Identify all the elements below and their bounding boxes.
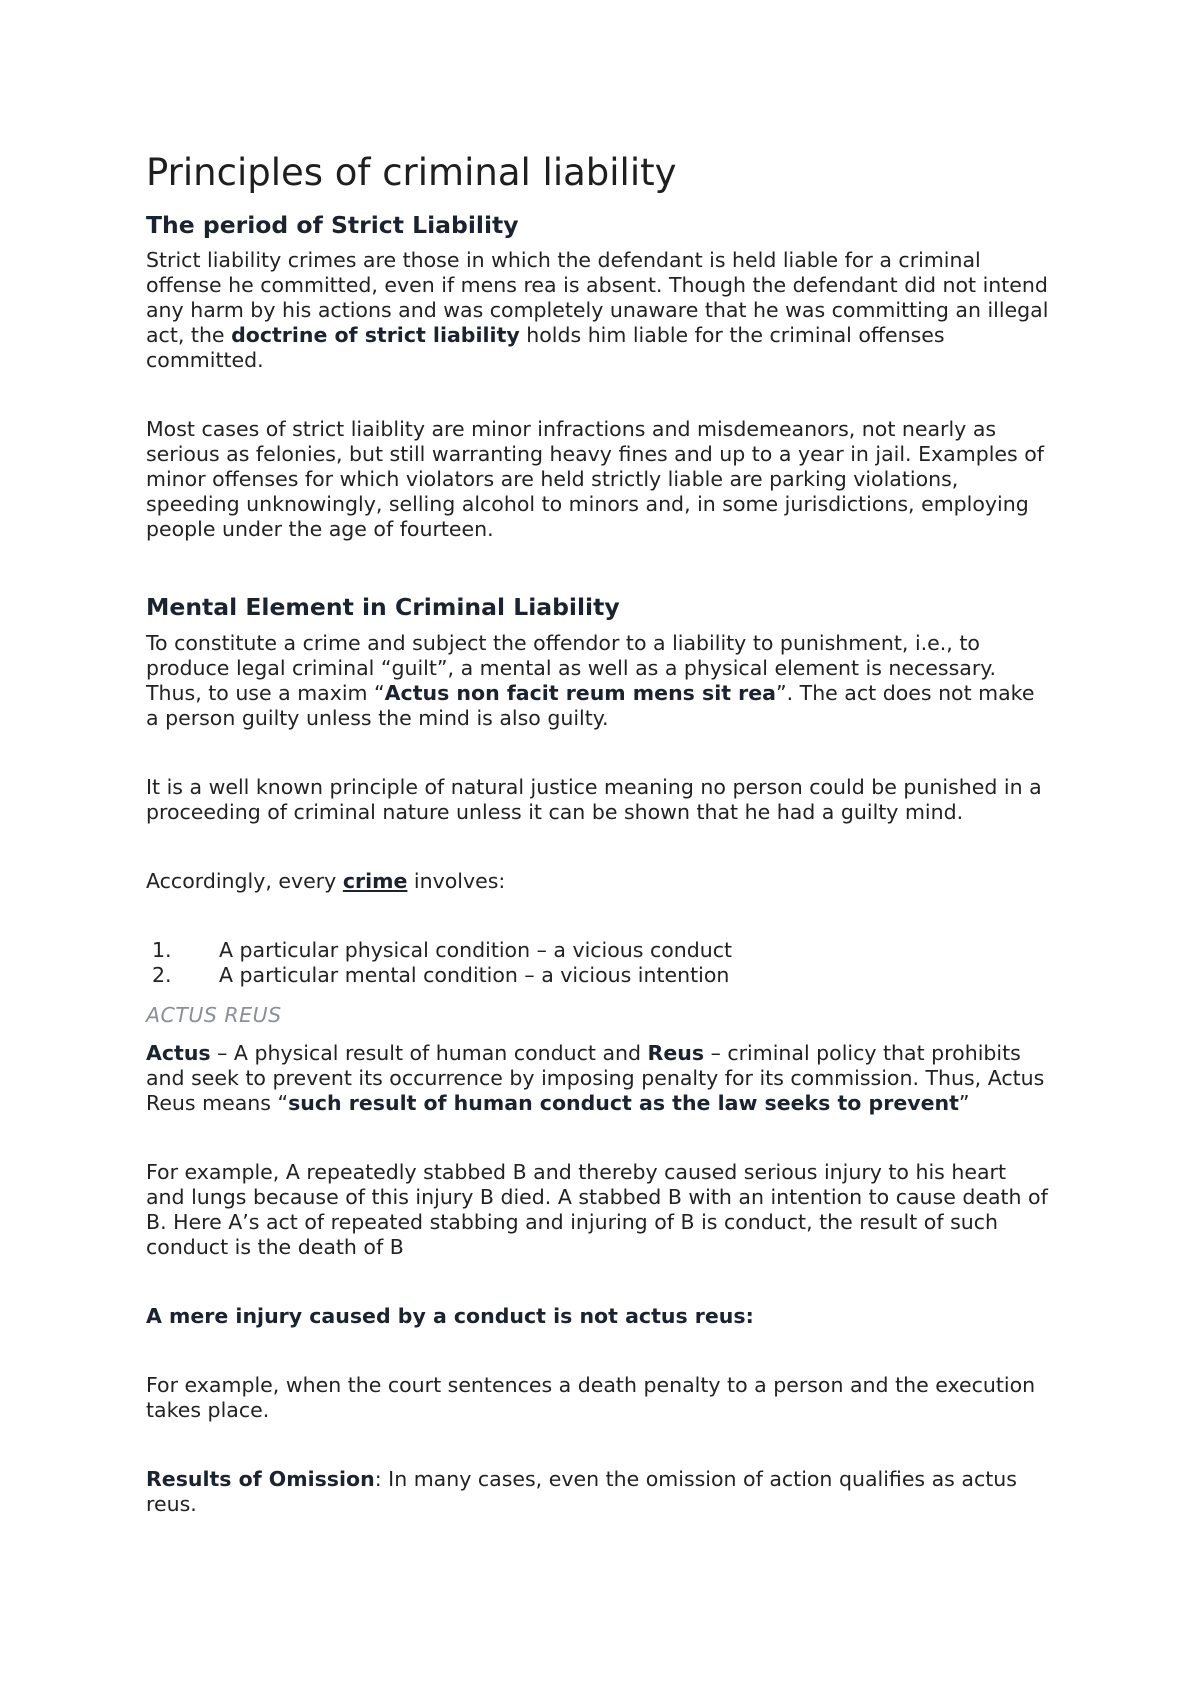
crime-link[interactable]: crime <box>342 868 408 893</box>
list-number: 1. <box>152 937 172 962</box>
bold-term: Actus <box>146 1040 211 1065</box>
text-run: To constitute a crime and subject the offendor to a liability to punishment, i.e., to produce legal criminal “guilt”, a mental as well as a physical element is necessary. Thus, to use a maxim “ <box>146 630 996 705</box>
list-item-text: A particular mental condition – a vicious intention <box>219 962 730 987</box>
paragraph-death-penalty-example: For example, when the court sentences a death penalty to a person and the execution takes place. <box>146 1372 1036 1422</box>
text-run: Strict liability crimes are those in which the defendant is held liable for a criminal offense he committed, even if mens rea is absent. Though the defendant did not intend any harm by his actions and was completely unaware that he was committing an illegal act, the <box>146 248 1049 348</box>
paragraph-mental-element <box>146 631 1050 731</box>
paragraph-every-crime <box>146 869 1050 894</box>
bold-term: such result of human conduct as the law seeks to prevent <box>288 1090 959 1115</box>
text-run: Accordingly, every <box>146 868 343 893</box>
paragraph-actus-reus-definition <box>146 1041 1050 1116</box>
paragraph-strict-liability-examples: Most cases of strict liaiblity are minor infractions and misdemeanors, not nearly as serious as felonies, but still warranting heavy fines and up to a year in jail. Examples of minor offenses for which violators are held strictly liable are parking violations, speeding unknowingly, selling alcohol to minors and, in some jurisdictions, employing people under the age of fourteen. <box>146 417 1044 542</box>
text-run: – A physical result of human conduct and <box>210 1040 648 1065</box>
section-heading-strict-liability: The period of Strict Liability <box>146 210 519 239</box>
page-title: Principles of criminal liability <box>146 151 677 194</box>
paragraph-strict-liability-definition <box>146 248 1050 373</box>
text-run: ” <box>958 1090 970 1115</box>
bold-statement: A mere injury caused by a conduct is not actus reus: <box>146 1303 754 1328</box>
paragraph-natural-justice: It is a well known principle of natural justice meaning no person could be punished in a proceeding of criminal nature unless it can be shown that he had a guilty mind. <box>146 774 1042 824</box>
bold-term: Reus <box>647 1040 705 1065</box>
list-number: 2. <box>152 962 172 987</box>
numbered-list <box>146 938 1050 988</box>
list-item-text: A particular physical condition – a vicious conduct <box>219 937 733 962</box>
list-item <box>146 963 1050 988</box>
subheading-actus-reus: ACTUS REUS <box>146 1002 282 1027</box>
bold-term: doctrine of strict liability <box>231 323 520 348</box>
text-run: – criminal policy that prohibits and seek to prevent its occurrence by imposing penalty for its commission. Thus, Actus Reus means “ <box>146 1040 1045 1115</box>
text-run: ”. The act does not make a person guilty unless the mind is also guilty. <box>146 680 1035 730</box>
paragraph-mere-injury <box>146 1304 1050 1329</box>
text-run: holds him liable for the criminal offenses committed. <box>146 323 945 373</box>
text-run: involves: <box>407 868 506 893</box>
list-item <box>146 938 1050 963</box>
bold-maxim: Actus non facit reum mens sit rea <box>384 680 777 705</box>
paragraph-stabbing-example: For example, A repeatedly stabbed B and thereby caused serious injury to his heart and lungs because of this injury B died. A stabbed B with an intention to cause death of B. Here A’s act of repeated stabbing and injuring of B is conduct, the result of such conduct is the death of B <box>146 1159 1048 1259</box>
text-run: : In many cases, even the omission of action qualifies as actus reus. <box>146 1466 1017 1516</box>
bold-term: Results of Omission <box>146 1466 375 1491</box>
paragraph-results-of-omission <box>146 1467 1050 1517</box>
section-heading-mental-element: Mental Element in Criminal Liability <box>146 593 620 622</box>
